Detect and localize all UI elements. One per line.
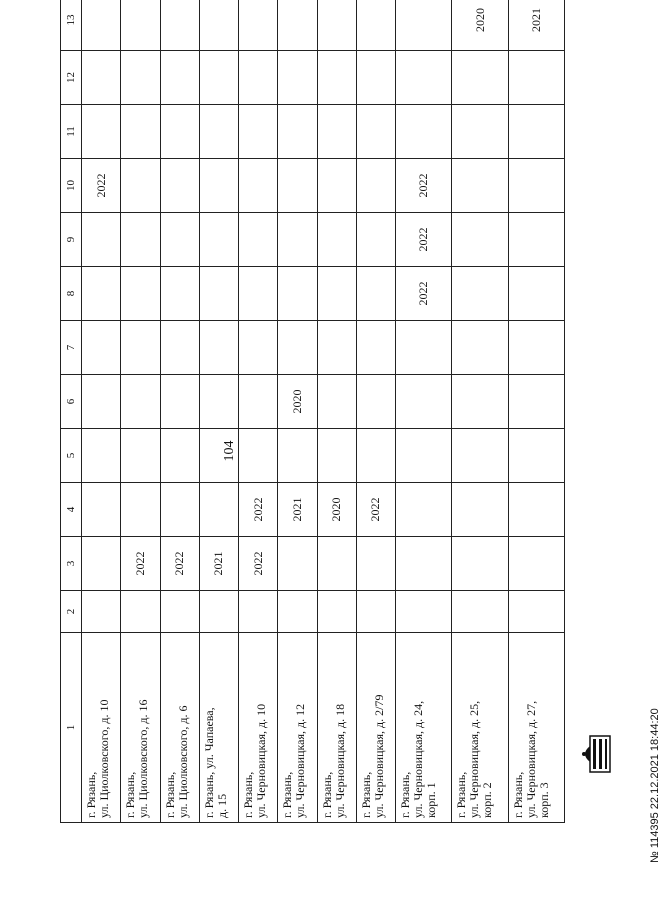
year-cell — [278, 429, 317, 483]
table-row — [199, 0, 238, 823]
year-cell — [199, 591, 238, 633]
year-cell — [356, 321, 395, 375]
year-cell — [160, 375, 199, 429]
year-cell — [356, 213, 395, 267]
column-header-6: 6 — [61, 375, 82, 429]
year-cell — [396, 375, 452, 429]
address-cell: г. Рязань, ул. Чапаева, д. 15 — [199, 633, 238, 823]
year-cell — [317, 537, 356, 591]
column-header-10: 10 — [61, 159, 82, 213]
year-cell — [317, 267, 356, 321]
year-cell: 2021 — [199, 537, 238, 591]
year-cell — [278, 591, 317, 633]
year-cell — [508, 537, 564, 591]
seal-graphic — [581, 733, 621, 775]
year-cell — [239, 213, 278, 267]
year-cell — [121, 375, 160, 429]
year-cell — [82, 537, 121, 591]
year-cell — [508, 51, 564, 105]
table-row — [160, 0, 199, 823]
year-cell — [199, 321, 238, 375]
year-cell — [160, 159, 199, 213]
year-cell — [396, 591, 452, 633]
year-cell — [160, 591, 199, 633]
year-cell — [82, 267, 121, 321]
header-row — [61, 0, 82, 823]
year-cell — [317, 0, 356, 51]
table-row — [508, 0, 564, 823]
year-cell — [121, 483, 160, 537]
address-cell: г. Рязань, ул. Черновицкая, д. 24, корп. 1 — [396, 633, 452, 823]
column-header-12: 12 — [61, 51, 82, 105]
page-number: 104 — [222, 440, 237, 462]
year-cell — [121, 267, 160, 321]
year-cell — [199, 0, 238, 51]
year-cell — [199, 51, 238, 105]
year-cell — [508, 213, 564, 267]
year-cell — [121, 213, 160, 267]
year-cell: 2022 — [396, 159, 452, 213]
address-cell: г. Рязань, ул. Черновицкая, д. 27, корп. 3 — [508, 633, 564, 823]
year-cell — [160, 51, 199, 105]
address-cell: г. Рязань, ул. Черновицкая, д. 2/79 — [356, 633, 395, 823]
table-container — [60, 8, 565, 823]
year-cell: 2021 — [508, 0, 564, 51]
schedule-table — [60, 0, 565, 823]
address-cell: г. Рязань, ул. Черновицкая, д. 10 — [239, 633, 278, 823]
year-cell — [199, 375, 238, 429]
year-cell — [199, 429, 238, 483]
year-cell — [508, 105, 564, 159]
year-cell — [396, 321, 452, 375]
year-cell — [199, 159, 238, 213]
year-cell: 2022 — [396, 213, 452, 267]
year-cell — [356, 591, 395, 633]
column-header-4: 4 — [61, 483, 82, 537]
year-cell — [160, 321, 199, 375]
column-header-8: 8 — [61, 267, 82, 321]
year-cell — [82, 483, 121, 537]
year-cell — [396, 0, 452, 51]
year-cell — [508, 429, 564, 483]
year-cell — [508, 483, 564, 537]
year-cell — [452, 375, 508, 429]
year-cell — [121, 429, 160, 483]
year-cell — [121, 159, 160, 213]
year-cell — [356, 51, 395, 105]
rotated-table-frame — [60, 8, 565, 823]
document-seal-icon — [581, 733, 621, 775]
year-cell — [121, 591, 160, 633]
year-cell — [508, 591, 564, 633]
year-cell — [82, 375, 121, 429]
year-cell: 2022 — [160, 537, 199, 591]
column-header-13: 13 — [61, 0, 82, 51]
year-cell — [278, 159, 317, 213]
year-cell — [239, 429, 278, 483]
year-cell — [452, 591, 508, 633]
year-cell — [82, 105, 121, 159]
year-cell — [82, 429, 121, 483]
year-cell — [396, 429, 452, 483]
year-cell — [278, 321, 317, 375]
table-row — [396, 0, 452, 823]
address-cell: г. Рязань, ул. Циолковского, д. 16 — [121, 633, 160, 823]
address-cell: г. Рязань, ул. Черновицкая, д. 12 — [278, 633, 317, 823]
year-cell — [160, 267, 199, 321]
year-cell — [452, 429, 508, 483]
year-cell — [82, 0, 121, 51]
year-cell: 2022 — [239, 537, 278, 591]
year-cell: 2021 — [278, 483, 317, 537]
year-cell — [82, 213, 121, 267]
year-cell — [317, 429, 356, 483]
year-cell — [239, 591, 278, 633]
column-header-11: 11 — [61, 105, 82, 159]
year-cell — [199, 483, 238, 537]
year-cell — [239, 0, 278, 51]
table-row — [356, 0, 395, 823]
year-cell — [452, 51, 508, 105]
column-header-2: 2 — [61, 591, 82, 633]
year-cell — [317, 51, 356, 105]
year-cell — [317, 375, 356, 429]
column-header-1: 1 — [61, 633, 82, 823]
year-cell — [121, 321, 160, 375]
year-cell — [356, 159, 395, 213]
year-cell — [396, 483, 452, 537]
year-cell — [317, 105, 356, 159]
year-cell — [278, 0, 317, 51]
year-cell — [239, 105, 278, 159]
year-cell — [160, 213, 199, 267]
year-cell — [82, 321, 121, 375]
year-cell — [317, 159, 356, 213]
table-row — [121, 0, 160, 823]
year-cell — [82, 591, 121, 633]
table-row — [278, 0, 317, 823]
year-cell — [396, 537, 452, 591]
year-cell — [452, 105, 508, 159]
year-cell: 2022 — [82, 159, 121, 213]
column-header-9: 9 — [61, 213, 82, 267]
year-cell — [508, 159, 564, 213]
year-cell — [317, 591, 356, 633]
year-cell — [452, 267, 508, 321]
year-cell — [239, 375, 278, 429]
year-cell — [121, 0, 160, 51]
year-cell — [452, 537, 508, 591]
year-cell — [452, 483, 508, 537]
year-cell — [278, 537, 317, 591]
year-cell — [121, 51, 160, 105]
year-cell — [239, 267, 278, 321]
year-cell: 2020 — [452, 0, 508, 51]
table-row — [452, 0, 508, 823]
year-cell: 2022 — [396, 267, 452, 321]
year-cell — [160, 483, 199, 537]
year-cell — [356, 105, 395, 159]
address-cell: г. Рязань, ул. Черновицкая, д. 25, корп. 2 — [452, 633, 508, 823]
year-cell — [356, 537, 395, 591]
year-cell — [199, 267, 238, 321]
column-header-3: 3 — [61, 537, 82, 591]
year-cell: 2020 — [317, 483, 356, 537]
year-cell — [356, 429, 395, 483]
year-cell — [278, 267, 317, 321]
table-row — [239, 0, 278, 823]
year-cell — [239, 51, 278, 105]
year-cell — [452, 159, 508, 213]
year-cell — [508, 267, 564, 321]
year-cell: 2022 — [239, 483, 278, 537]
column-header-5: 5 — [61, 429, 82, 483]
year-cell — [160, 0, 199, 51]
year-cell — [121, 105, 160, 159]
year-cell — [278, 51, 317, 105]
address-cell: г. Рязань, ул. Циолковского, д. 6 — [160, 633, 199, 823]
registration-stamp: № 114395 22.12.2021 18:44:20 — [649, 708, 661, 863]
year-cell — [452, 213, 508, 267]
year-cell — [508, 375, 564, 429]
year-cell — [278, 213, 317, 267]
address-cell: г. Рязань, ул. Циолковского, д. 10 — [82, 633, 121, 823]
year-cell — [356, 267, 395, 321]
year-cell — [396, 105, 452, 159]
year-cell — [508, 321, 564, 375]
year-cell — [278, 105, 317, 159]
year-cell: 2022 — [121, 537, 160, 591]
table-body — [82, 0, 565, 823]
table-row — [82, 0, 121, 823]
year-cell — [396, 51, 452, 105]
year-cell — [199, 105, 238, 159]
year-cell — [356, 0, 395, 51]
year-cell — [317, 213, 356, 267]
year-cell — [82, 51, 121, 105]
year-cell — [356, 375, 395, 429]
year-cell — [239, 159, 278, 213]
table-row — [317, 0, 356, 823]
year-cell — [317, 321, 356, 375]
year-cell — [160, 429, 199, 483]
address-cell: г. Рязань, ул. Черновицкая, д. 18 — [317, 633, 356, 823]
year-cell — [199, 213, 238, 267]
year-cell: 2020 — [278, 375, 317, 429]
column-header-7: 7 — [61, 321, 82, 375]
year-cell — [452, 321, 508, 375]
year-cell: 2022 — [356, 483, 395, 537]
year-cell — [239, 321, 278, 375]
year-cell — [160, 105, 199, 159]
